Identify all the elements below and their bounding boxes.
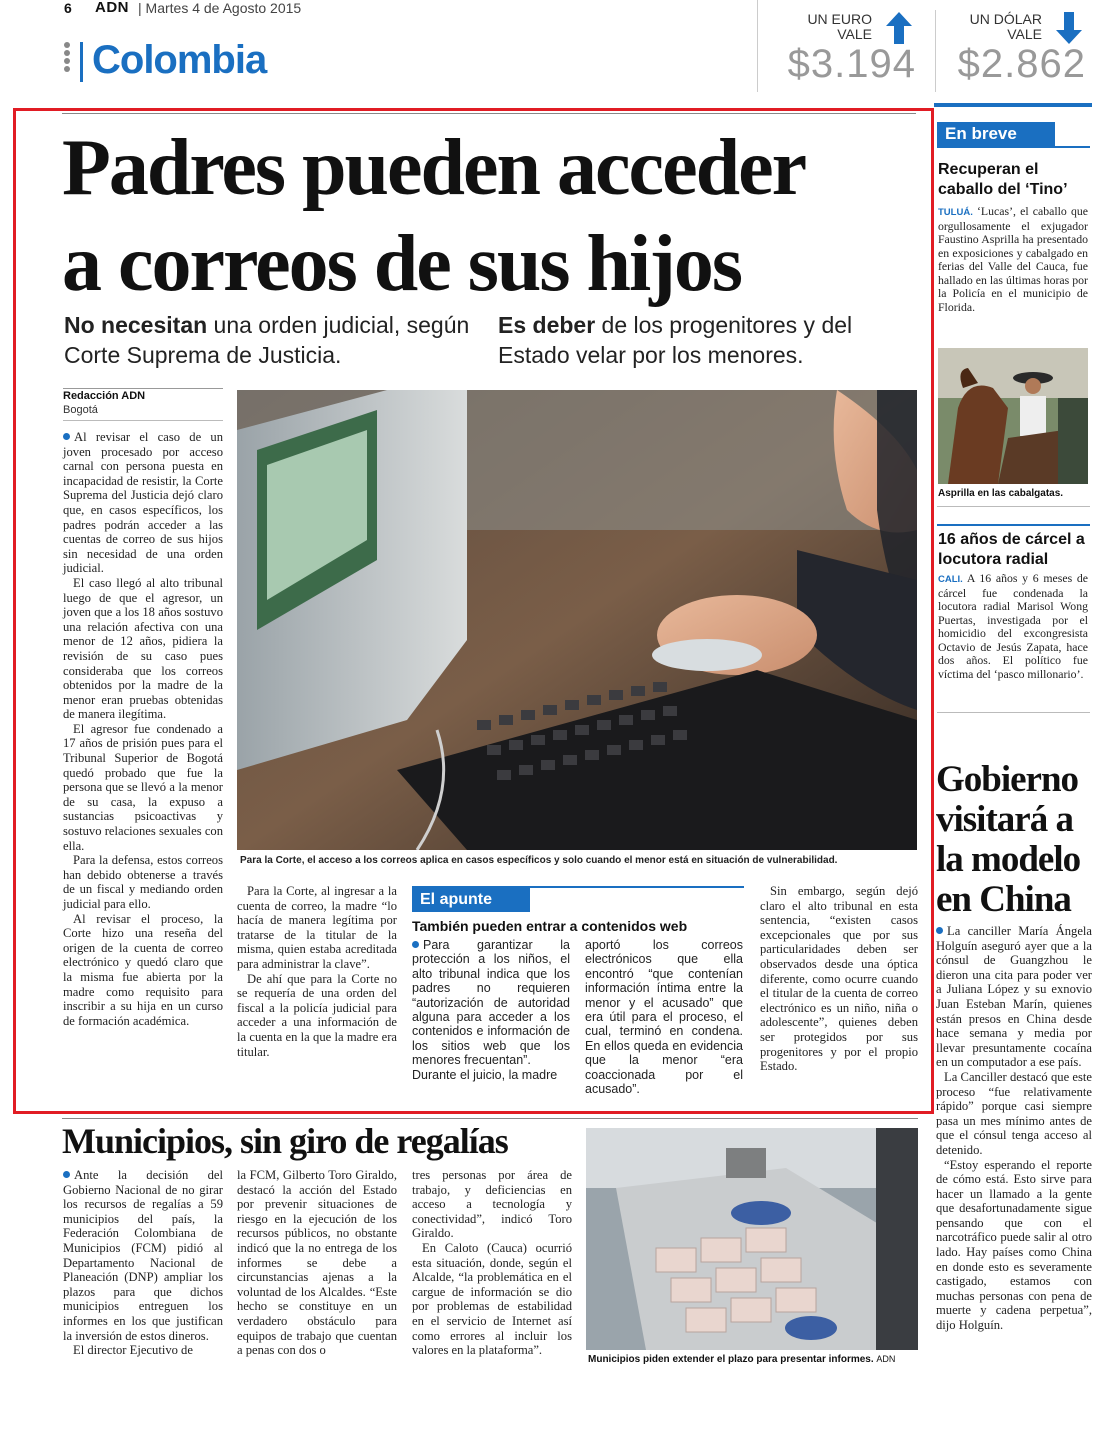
divider — [62, 1118, 918, 1119]
euro-label-text: UN EURO VALE — [807, 11, 872, 42]
divider — [937, 524, 1090, 526]
divider — [937, 712, 1090, 713]
arrow-up-icon — [886, 12, 912, 44]
euro-rate-value: $3.194 — [787, 42, 916, 86]
headline-line-2: a correos de sus hijos — [62, 220, 741, 308]
byline-city: Bogotá — [63, 404, 98, 416]
paragraph: Para la Corte, al ingresar a la cuenta de correo, la madre “lo hacía de manera legítima por tratarse de la titular de la misma, quien estaba acreditada para administrar la clave”. — [237, 884, 397, 971]
apunte-tag: El apunte — [412, 888, 530, 912]
brief-1-text — [938, 205, 1088, 314]
apunte-column-b: aportó los correos electrónicos que ella encontró “que contenían información íntima entre la menor y el acusado” que era útil para el proceso, el cual, terminó en condena. En ellos queda en evidencia que la menor “era coaccionada por el acusado”. — [585, 938, 743, 1097]
divider — [937, 146, 1090, 148]
section-dots-icon — [64, 42, 72, 80]
deck-right-bold: Es deber — [498, 312, 596, 338]
brand-logo — [95, 0, 129, 20]
paragraph: El caso llegó al alto tribunal luego de que el agresor, un joven que a los 18 años sostuvo una relación afectiva con una menor de 12 años, pidiera la revisión de su caso pues consideraba que los correos obtenidos por la madre de la menor eran pruebas obtenidas de manera ilegítima. — [63, 575, 223, 722]
bullet-icon — [63, 1171, 70, 1178]
brief-2-text — [938, 572, 1088, 681]
dolar-rate-label — [952, 12, 1042, 42]
issue-date: | Martes 4 de Agosto 2015 — [138, 0, 302, 16]
brief-1-city: TULUÁ. — [938, 207, 973, 218]
deck-right-text: de los progenitores y del Estado velar por los menores. — [498, 312, 853, 368]
gobierno-headline: Gobierno visitará a la modelo en China — [936, 759, 1081, 920]
euro-rate — [760, 12, 920, 92]
divider — [937, 506, 1090, 507]
horse-rider-photo — [938, 348, 1088, 484]
muni-column-2 — [237, 1168, 397, 1358]
section-bar — [80, 42, 83, 82]
paragraph-text: Ante la decisión del Gobierno Nacional de no girar los recursos de regalías a 59 municipios del país, la Federación Colombiana de Municipios (FCM) pidió al Departamento Nacional de Planeación (DNP) ampliar los plazos para que dichos municipios entreguen los informes en los que justifican la inversión de estos dineros. — [63, 1168, 223, 1343]
deck-left-bold: No necesitan — [64, 312, 208, 338]
adn-logo-icon — [95, 0, 129, 15]
municipios-headline: Municipios, sin giro de regalías — [62, 1121, 508, 1161]
photo-credit: ADN — [876, 1354, 896, 1364]
muni-caption-text: Municipios piden extender el plazo para presentar informes. — [588, 1354, 874, 1365]
brief-tag: En breve — [937, 122, 1055, 146]
paragraph: El director Ejecutivo de — [73, 1343, 193, 1358]
paragraph-text: La canciller María Ángela Holguín aseguró ayer que a la cónsul de Guangzhou le dieron una cita para poder ver a Juliana López y su exnovio Juan Esteban Marín, quienes están presos en China desde hace semana y media por llevar presuntamente cocaína en un computador a ese país. — [936, 924, 1092, 1070]
divider — [757, 0, 758, 92]
section-title: Colombia — [92, 38, 267, 82]
page-number: 6 — [64, 0, 72, 16]
issue-date-text: Martes 4 de Agosto 2015 — [145, 0, 302, 16]
apunte-text: Durante el juicio, la madre — [412, 1067, 558, 1082]
brief-2-title: 16 años de cárcel a locutora radial — [938, 531, 1085, 568]
apunte-text: Para garantizar la protección a los niños, el alto tribunal indica que los padres no requieren “autorización de autoridad alguna para acceder a los contenidos e información de los sitios web que los menores frecuentan”. — [412, 938, 570, 1068]
brief-2-city: CALI. — [938, 574, 963, 585]
bullet-icon — [936, 927, 943, 934]
dolar-rate-value: $2.862 — [957, 42, 1086, 86]
muni-photo — [586, 1128, 918, 1350]
byline: Redacción ADN — [63, 390, 146, 402]
brief-2-body: A 16 años y 6 meses de cárcel fue condenada la locutora radial Marisol Wong Puertas, investigada por el homicidio del excongresista Octavio de Jesús Zapata, hace dos años. El político fue víctima del ‘pasco millonario’. — [938, 571, 1088, 681]
paragraph: la FCM, Gilberto Toro Giraldo, destacó la acción del Estado por prevenir situaciones de riesgo en la ejecución de los recursos públicos, no obstante indicó que la no entrega de los informes se debe a circunstancias ajenas a la voluntad de los Alcaldes. “Este hecho se constituye en un verdadero obstáculo para equipos de trabajo que cuentan a penas con dos o — [237, 1168, 397, 1358]
photo-caption: Para la Corte, el acceso a los correos aplica en casos específicos y solo cuando el menor está en situación de vulnerabilidad. — [240, 855, 838, 866]
dolar-rate — [930, 12, 1090, 92]
euro-rate-label — [792, 12, 872, 42]
paragraph-text: Al revisar el caso de un joven procesado por acceso carnal con persona puesta en incapacidad de resistir, la Corte Suprema del Justicia dejó claro que, en casos específicos, los padres podrán acceder a las cuentas de correo de sus hijos sin necesidad de una orden judicial. — [63, 430, 223, 576]
paragraph: tres personas por área de trabajo, y deficiencias en acceso a tecnología y conectividad”, indicó Toro Giraldo. — [412, 1168, 572, 1241]
brief-1-title: Recuperan el caballo del ‘Tino’ — [938, 161, 1068, 198]
brief-photo-caption: Asprilla en las cabalgatas. — [938, 488, 1064, 499]
apunte-headline: También pueden entrar a contenidos web — [412, 918, 688, 934]
money-counting-photo — [586, 1128, 918, 1350]
svg-text:ADN: ADN — [95, 0, 129, 15]
dolar-label-text: UN DÓLAR VALE — [969, 11, 1042, 42]
brief-1-body: ‘Lucas’, el caballo que orgullosamente el exjugador Faustino Asprilla ha presentado en exposiciones y cabalgado en ferias del Valle del Cauca, fue hallado en las últimas horas por la Policía en el municipio de Florida. — [938, 204, 1088, 314]
paragraph: En Caloto (Cauca) ocurrió esta situación, donde, según el Alcalde, “la problemática en el cargue de información se dio por problemas de estabilidad en el servicio de Internet así como errores al incluir los valores en la plataforma”. — [412, 1240, 572, 1358]
paragraph: El agresor fue condenado a 17 años de prisión pues para el Tribunal Superior de Bogotá quedó probado que fue la persona que se llevó a la menor de su casa, la expuso a sustancias psicoactivas y sostuvo relaciones sexuales con ella. — [63, 721, 223, 853]
gobierno-text — [936, 924, 1092, 1333]
rail-top-rule — [934, 103, 1092, 107]
paragraph — [936, 924, 1092, 1070]
muni-photo-caption — [588, 1354, 895, 1365]
muni-column-3 — [412, 1168, 572, 1358]
highlight-frame — [13, 108, 934, 1114]
headline-line-1: Padres pueden acceder — [62, 124, 806, 212]
muni-column-1 — [63, 1168, 223, 1358]
paragraph: La Canciller destacó que este proceso “fue relativamente rápido” porque casi siempre pasa un mes mínimo antes de que el cónsul tenga acceso al detenido. — [936, 1069, 1092, 1157]
paragraph: Al revisar el proceso, la Corte hizo una reseña del origen de la cuenta de correo electrónico y quedó claro que la misma fue abierta por la madre como requisito para inscribir a su hija en un curso de formación académica. — [63, 911, 223, 1028]
paragraph — [63, 1168, 223, 1343]
deck-left-text: una orden judicial, según Corte Suprema de Justicia. — [64, 312, 470, 368]
paragraph: De ahí que para la Corte no se requería de una orden del fiscal a la policía judicial para acceder a una información de la cuenta en la que la madre era titular. — [237, 971, 397, 1059]
paragraph: “Estoy esperando el reporte de cómo está. Esto sirve para hacer un llamado a la gente que desafortunadamente sigue pensando que con el narcotráfico puede salir al otro lado. Hay países como China en donde esto es severamente castigado, estamos con muchas personas con pena de muerte y cadena perpetua”, dijo Holguín. — [936, 1157, 1092, 1333]
paragraph: Sin embargo, según dejó claro el alto tribunal en esta sentencia, “existen casos excepcionales que por sus particularidades deben ser observados desde una óptica diferente, como ocurre cuando el titular de la cuenta de correo electrónico es un niño, niña o adolescente”, quienes deben ser protegidos por sus progenitores y por el propio Estado. — [760, 884, 918, 1074]
paragraph: Para la defensa, estos correos han debido obtenerse a través de un fiscal y mediando orden judicial para ello. — [63, 853, 223, 911]
arrow-down-icon — [1056, 12, 1082, 44]
brief-photo — [938, 348, 1088, 484]
